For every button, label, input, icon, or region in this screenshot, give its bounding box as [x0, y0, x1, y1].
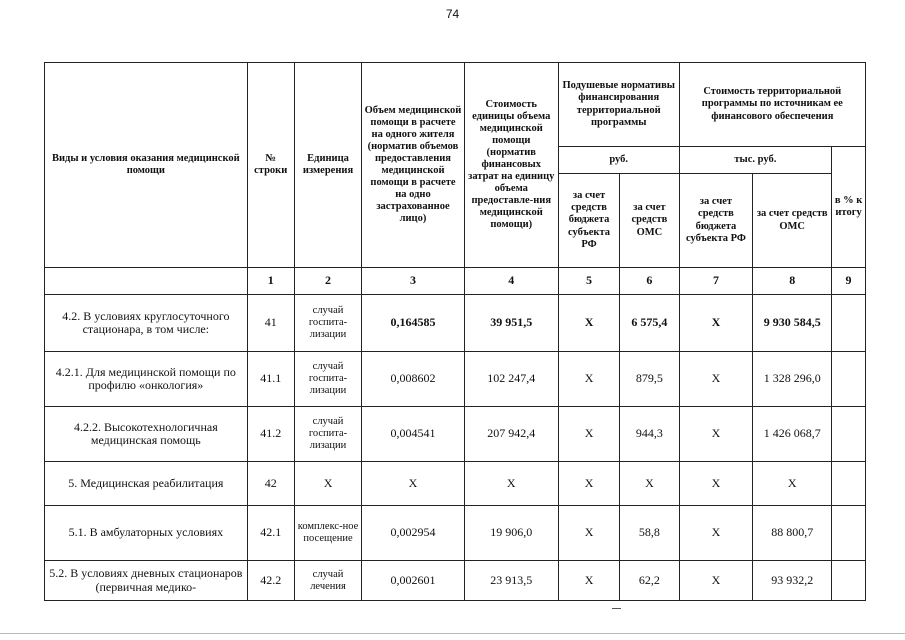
row-budget-rf-total: Х [679, 352, 753, 407]
row-oms-total: 93 932,2 [753, 561, 832, 601]
header-per-capita: Подушевые нормативы финансирования территориальной программы [558, 63, 679, 147]
row-pct [832, 407, 866, 462]
header-oms-funds: за счет средств ОМС [620, 174, 679, 268]
table-row [45, 407, 866, 462]
col-number: 2 [294, 268, 362, 295]
row-budget-rf-total: Х [679, 462, 753, 506]
row-budget-rf: Х [558, 352, 619, 407]
row-cost: 23 913,5 [464, 561, 558, 601]
row-unit: комплекс-ное посещение [294, 506, 362, 561]
scan-mark [0, 633, 905, 634]
row-volume: Х [362, 462, 464, 506]
header-unit-cost: Стоимость единицы объема медицинской помощи (норматив финансовых затрат на единицу объема предоставле-ния медицинской помощи) [464, 63, 558, 268]
header-volume: Объем медицинской помощи в расчете на одного жителя (норматив объемов предоставления медицинской помощи в расчете на одно застрахованное лицо) [362, 63, 464, 268]
row-cost: 207 942,4 [464, 407, 558, 462]
row-oms: 58,8 [620, 506, 679, 561]
row-cost: Х [464, 462, 558, 506]
row-number: 42.1 [247, 506, 294, 561]
col-number: 5 [558, 268, 619, 295]
row-label: 4.2. В условиях круглосуточного стационара, в том числе: [45, 295, 248, 352]
row-label: 5.2. В условиях дневных стационаров (первичная медико- [45, 561, 248, 601]
header-budget-rf-2: за счет средств бюджета субъекта РФ [679, 174, 753, 268]
header-pct-total: в % к итогу [832, 147, 866, 268]
table-row [45, 462, 866, 506]
column-numbers-row [45, 268, 866, 295]
row-volume: 0,002601 [362, 561, 464, 601]
row-unit: случай лечения [294, 561, 362, 601]
row-oms-total: 88 800,7 [753, 506, 832, 561]
col-number: 6 [620, 268, 679, 295]
financing-table [44, 62, 866, 601]
row-oms-total: 9 930 584,5 [753, 295, 832, 352]
row-label: 5.1. В амбулаторных условиях [45, 506, 248, 561]
header-thous-rub: тыс. руб. [679, 147, 832, 174]
row-budget-rf: Х [558, 462, 619, 506]
row-budget-rf-total: Х [679, 561, 753, 601]
row-oms: 879,5 [620, 352, 679, 407]
row-budget-rf-total: Х [679, 506, 753, 561]
row-volume: 0,002954 [362, 506, 464, 561]
row-budget-rf: Х [558, 407, 619, 462]
row-cost: 19 906,0 [464, 506, 558, 561]
table-row [45, 352, 866, 407]
row-cost: 102 247,4 [464, 352, 558, 407]
page-number: 74 [445, 7, 460, 21]
table-row [45, 295, 866, 352]
col-number: 3 [362, 268, 464, 295]
row-budget-rf: Х [558, 506, 619, 561]
row-pct [832, 295, 866, 352]
col-number: 8 [753, 268, 832, 295]
row-volume: 0,008602 [362, 352, 464, 407]
row-budget-rf: Х [558, 561, 619, 601]
row-oms: 944,3 [620, 407, 679, 462]
table-row [45, 561, 866, 601]
row-volume: 0,004541 [362, 407, 464, 462]
row-pct [832, 352, 866, 407]
header-rub: руб. [558, 147, 679, 174]
row-oms-total: Х [753, 462, 832, 506]
col-number: 7 [679, 268, 753, 295]
row-budget-rf-total: Х [679, 407, 753, 462]
table-row [45, 506, 866, 561]
row-unit: случай госпита-лизации [294, 407, 362, 462]
scan-mark [612, 608, 621, 609]
row-pct [832, 561, 866, 601]
row-budget-rf-total: Х [679, 295, 753, 352]
col-number: 4 [464, 268, 558, 295]
header-row-no: № строки [247, 63, 294, 268]
row-label: 5. Медицинская реабилитация [45, 462, 248, 506]
row-number: 41 [247, 295, 294, 352]
row-oms: Х [620, 462, 679, 506]
header-budget-rf: за счет средств бюджета субъекта РФ [558, 174, 619, 268]
col-number: 9 [832, 268, 866, 295]
row-unit: Х [294, 462, 362, 506]
header-kind: Виды и условия оказания медицинской помощи [45, 63, 248, 268]
col-number: 1 [247, 268, 294, 295]
row-oms-total: 1 426 068,7 [753, 407, 832, 462]
row-number: 41.1 [247, 352, 294, 407]
col-number [45, 268, 248, 295]
row-oms: 62,2 [620, 561, 679, 601]
row-unit: случай госпита-лизации [294, 352, 362, 407]
row-number: 42.2 [247, 561, 294, 601]
row-number: 42 [247, 462, 294, 506]
row-budget-rf: Х [558, 295, 619, 352]
row-pct [832, 506, 866, 561]
row-label: 4.2.2. Высокотехнологичная медицинская помощь [45, 407, 248, 462]
row-label: 4.2.1. Для медицинской помощи по профилю «онкология» [45, 352, 248, 407]
row-volume: 0,164585 [362, 295, 464, 352]
row-cost: 39 951,5 [464, 295, 558, 352]
header-cost-by-source: Стоимость территориальной программы по источникам ее финансового обеспечения [679, 63, 865, 147]
header-unit: Единица измерения [294, 63, 362, 268]
row-oms: 6 575,4 [620, 295, 679, 352]
row-number: 41.2 [247, 407, 294, 462]
row-oms-total: 1 328 296,0 [753, 352, 832, 407]
header-oms-funds-2: за счет средств ОМС [753, 174, 832, 268]
row-pct [832, 462, 866, 506]
row-unit: случай госпита-лизации [294, 295, 362, 352]
